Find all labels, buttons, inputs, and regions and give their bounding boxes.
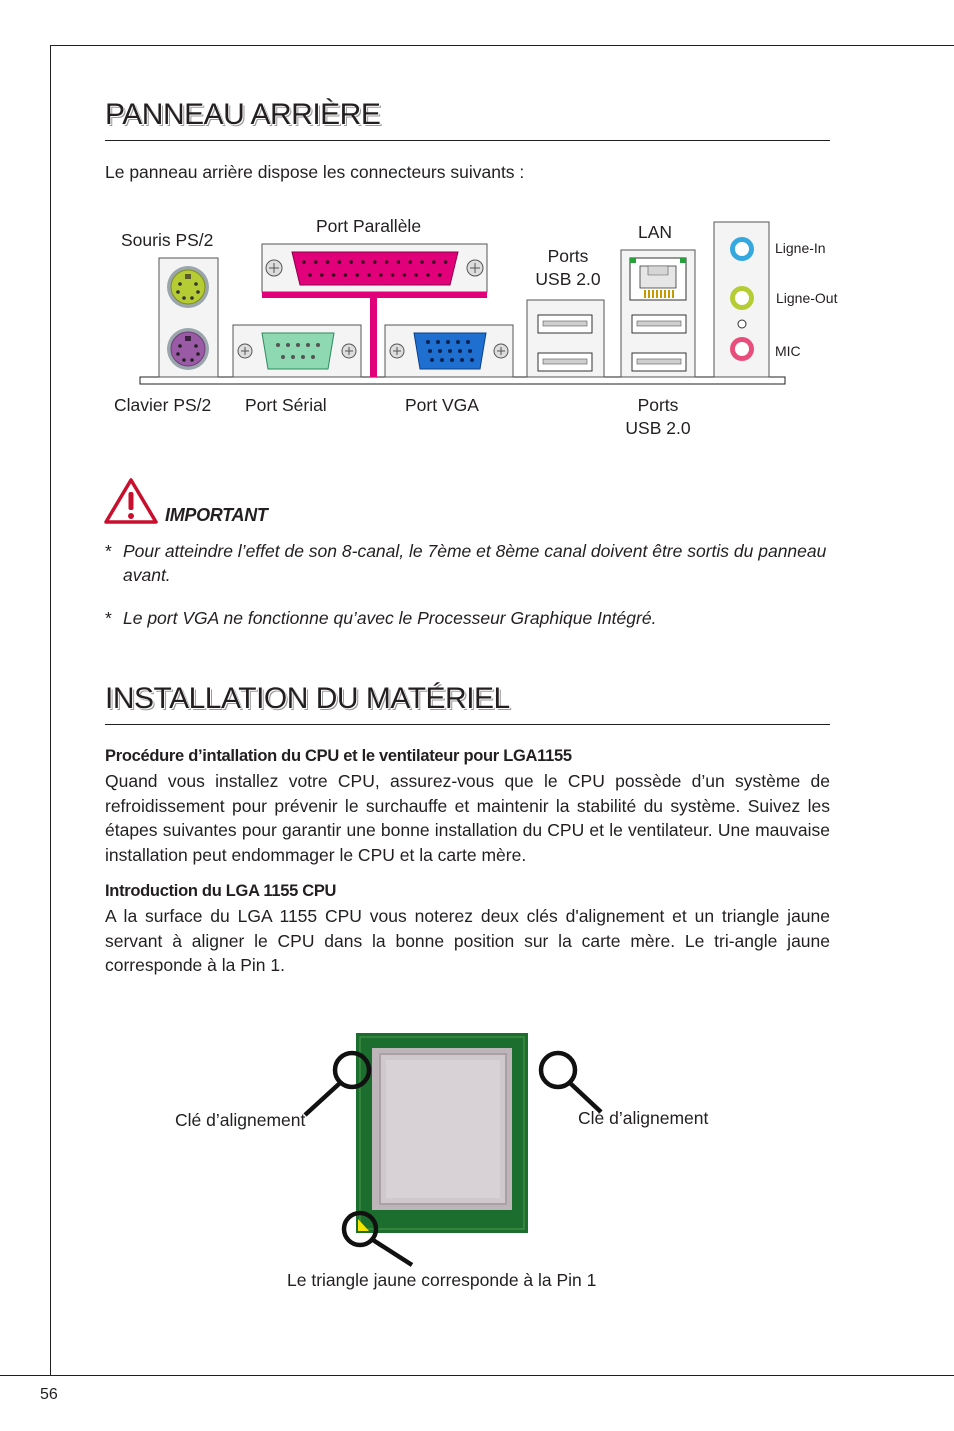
ps2-stack: [159, 258, 218, 377]
label-usb-top-line1: Ports: [547, 246, 589, 266]
parallel-pin: [302, 260, 306, 264]
note-bullet: *: [105, 541, 112, 561]
label-parallel-port: Port Parallèle: [316, 216, 422, 236]
rear-panel-title: PANNEAU ARRIÈRE: [105, 98, 381, 131]
lan-pin: [648, 290, 650, 298]
alignment-key-right-marker: [541, 1053, 601, 1112]
parallel-pin: [344, 273, 348, 277]
label-usb-bottom-line2: USB 2.0: [625, 418, 691, 438]
page-number: 56: [40, 1386, 58, 1403]
lan-pin: [672, 290, 674, 298]
cpu-procedure-heading: Procédure d’intallation du CPU et le ventilateur pour LGA1155: [105, 747, 572, 765]
parallel-pin: [314, 260, 318, 264]
usb-stack-left: [527, 300, 604, 377]
label-ps2-mouse: Souris PS/2: [121, 230, 214, 250]
parallel-pin: [403, 273, 407, 277]
cpu-procedure-text: Quand vous installez votre CPU, assurez-vous que le CPU possède d’un système de refroidissement pour prévenir le surchauffe et maintenir la stabilité du système. Suivez les étapes suivantes pour garantir une bonne installation du CPU et le ventilateur. Une mauvaise installation peut endommager le CPU et la carte mère.: [105, 771, 830, 865]
hardware-title: INSTALLATION DU MATÉRIEL: [105, 682, 510, 715]
important-note-2: [105, 606, 830, 630]
parallel-pin: [379, 273, 383, 277]
lan-pin: [668, 290, 670, 298]
parallel-pin: [308, 273, 312, 277]
label-usb-bottom: [612, 394, 704, 440]
important-note-1: [105, 539, 830, 587]
label-usb-top: [528, 245, 608, 291]
parallel-pin: [349, 260, 353, 264]
parallel-pin: [391, 273, 395, 277]
parallel-pin: [385, 260, 389, 264]
vga-port: [385, 325, 513, 377]
page-frame-bottom: [0, 1375, 954, 1376]
lan-pin: [656, 290, 658, 298]
parallel-pin: [367, 273, 371, 277]
label-lan: LAN: [638, 222, 673, 242]
lan-pin: [660, 290, 662, 298]
parallel-pin: [408, 260, 412, 264]
parallel-pin: [444, 260, 448, 264]
mic-jack: [730, 337, 754, 361]
label-vga-port: Port VGA: [405, 395, 479, 415]
parallel-pin: [355, 273, 359, 277]
lga-intro-heading: Introduction du LGA 1155 CPU: [105, 882, 337, 900]
lan-pin: [664, 290, 666, 298]
io-shield-baseline: [140, 377, 785, 384]
lan-usb-stack: [621, 250, 695, 377]
parallel-pin: [320, 273, 324, 277]
label-mic: MIC: [775, 343, 801, 359]
label-ps2-keyboard: Clavier PS/2: [114, 395, 212, 415]
parallel-pin: [432, 260, 436, 264]
rear-panel-intro: Le panneau arrière dispose les connecteurs suivants :: [105, 162, 525, 182]
label-usb-top-line2: USB 2.0: [535, 269, 601, 289]
parallel-pin: [326, 260, 330, 264]
audio-jack-stack: [714, 222, 769, 377]
label-serial-port: Port Sérial: [245, 395, 327, 415]
ps2-keyboard-port: [167, 328, 209, 370]
parallel-pin: [332, 273, 336, 277]
ps2-mouse-port: [167, 266, 209, 308]
note-bullet: *: [105, 608, 112, 628]
parallel-pin: [438, 273, 442, 277]
parallel-pin: [426, 273, 430, 277]
line-out-jack: [730, 286, 754, 310]
important-note-2-text: Le port VGA ne fonctionne qu’avec le Processeur Graphique Intégré.: [123, 608, 657, 628]
parallel-pin: [373, 260, 377, 264]
label-alignment-key-right: Clé d’alignement: [578, 1108, 709, 1128]
label-line-out: Ligne-Out: [776, 290, 838, 306]
line-in-jack: [730, 237, 754, 261]
parallel-pin: [338, 260, 342, 264]
important-label: IMPORTANT: [165, 505, 268, 525]
label-line-in: Ligne-In: [775, 240, 826, 256]
lga-intro-text: A la surface du LGA 1155 CPU vous noterez deux clés d'alignement et un triangle jaune servant à aligner le CPU dans la bonne position sur la carte mère. Le tri-angle jaune corresponde à la Pin 1.: [105, 906, 830, 975]
serial-port: [233, 325, 361, 377]
warning-triangle-icon: [104, 478, 158, 524]
label-alignment-key-left: Clé d’alignement: [175, 1110, 306, 1130]
lan-pin: [644, 290, 646, 298]
label-usb-bottom-line1: Ports: [637, 395, 679, 415]
parallel-pin: [414, 273, 418, 277]
important-note-1-text: Pour atteindre l’effet de son 8-canal, le 7ème et 8ème canal doivent être sortis du panneau avant.: [123, 541, 827, 585]
parallel-pin: [420, 260, 424, 264]
hardware-title-rule: [105, 724, 830, 725]
label-pin1: Le triangle jaune corresponde à la Pin 1: [287, 1270, 597, 1290]
parallel-pin: [361, 260, 365, 264]
lan-pin: [652, 290, 654, 298]
parallel-pin: [397, 260, 401, 264]
